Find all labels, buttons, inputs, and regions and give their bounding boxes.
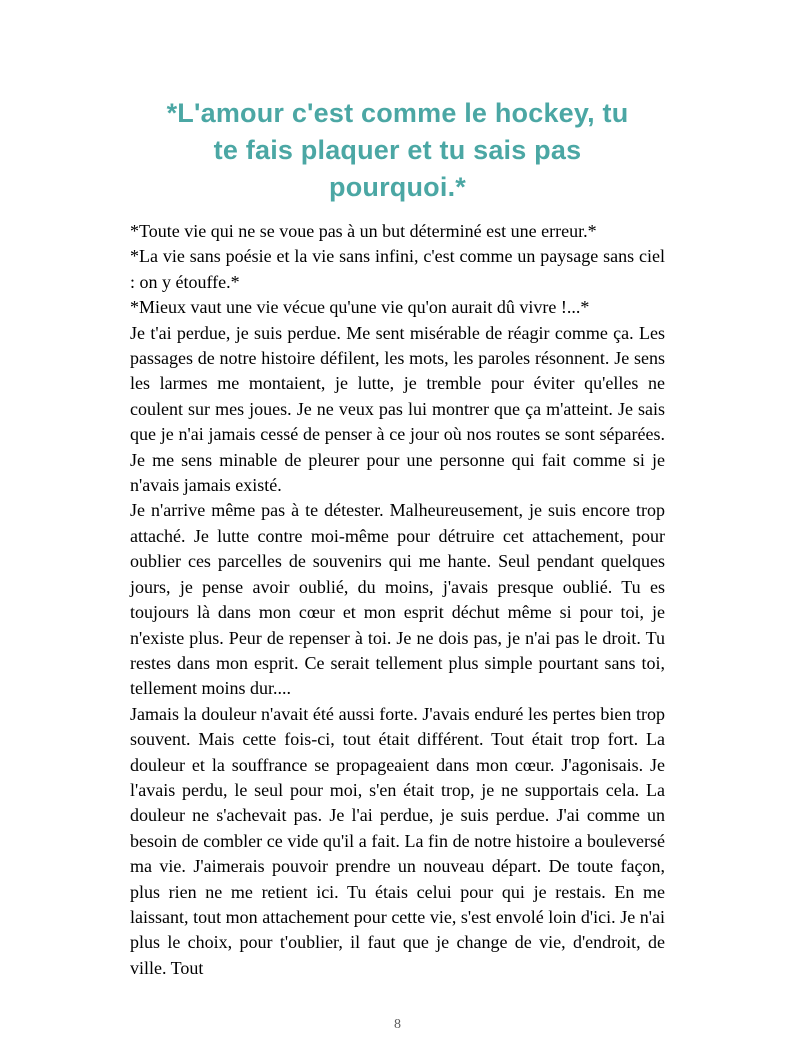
body-text	[130, 219, 665, 981]
page-number: 8	[394, 1017, 401, 1032]
quote-paragraph-3: *Mieux vaut une vie vécue qu'une vie qu'on aurait dû vivre !...*	[130, 297, 590, 318]
story-paragraph-2: Je n'arrive même pas à te détester. Malheureusement, je suis encore trop attaché. Je lutte contre moi-même pour détruire cet attachement, pour oublier ces parcelles de souvenirs qui me hante. Seul pendant quelques jours, je pense avoir oublié, du moins, j'avais presque oublié. Tu es toujours là dans mon cœur et mon esprit déchut même si pour toi, je n'existe plus. Peur de repenser à toi. Je ne dois pas, je n'ai pas le droit. Tu restes dans mon esprit. Ce serait tellement plus simple pourtant sans toi, tellement moins dur....	[130, 500, 665, 699]
quote-paragraph-1: *Toute vie qui ne se voue pas à un but déterminé est une erreur.*	[130, 221, 597, 241]
chapter-title	[130, 95, 665, 206]
story-paragraph-1: Je t'ai perdue, je suis perdue. Me sent misérable de réagir comme ça. Les passages de notre histoire défilent, les mots, les paroles résonnent. Je sens les larmes me montaient, je lutte, je tremble pour éviter qu'elles ne coulent sur mes joues. Je ne veux pas lui montrer que ça m'atteint. Je sais que je n'ai jamais cessé de penser à ce jour où nos routes se sont séparées. Je me sens minable de pleurer pour une personne qui fait comme si je n'avais jamais existé.	[130, 322, 665, 496]
story-paragraph-3: Jamais la douleur n'avait été aussi forte. J'avais enduré les pertes bien trop souvent. Mais cette fois-ci, tout était différent. Tout était trop fort. La douleur et la souffrance se propageaient dans mon cœur. J'agonisais. Je l'avais perdu, le seul pour moi, s'en était trop, je ne supportais cela. La douleur ne s'achevait pas. Je l'ai perdue, je suis perdue. J'ai comme un besoin de combler ce vide qu'il a fait. La fin de notre histoire a bouleversé ma vie. J'aimerais pouvoir prendre un nouveau départ. De toute façon, plus rien ne me retient ici. Tu étais celui pour qui je restais. En me laissant, tout mon attachement pour cette vie, s'est envolé loin d'ici. Je n'ai plus le choix, pour t'oublier, il faut que je change de vie, d'endroit, de ville. Tout	[130, 703, 665, 978]
chapter-title-line-3: pourquoi.*	[329, 172, 466, 202]
chapter-title-line-2: te fais plaquer et tu sais pas	[213, 135, 582, 165]
quote-paragraph-2: *La vie sans poésie et la vie sans infini, c'est comme un paysage sans ciel : on y étouffe.*	[130, 246, 665, 292]
page-content	[130, 95, 665, 981]
chapter-title-line-1: *L'amour c'est comme le hockey, tu	[166, 98, 629, 128]
